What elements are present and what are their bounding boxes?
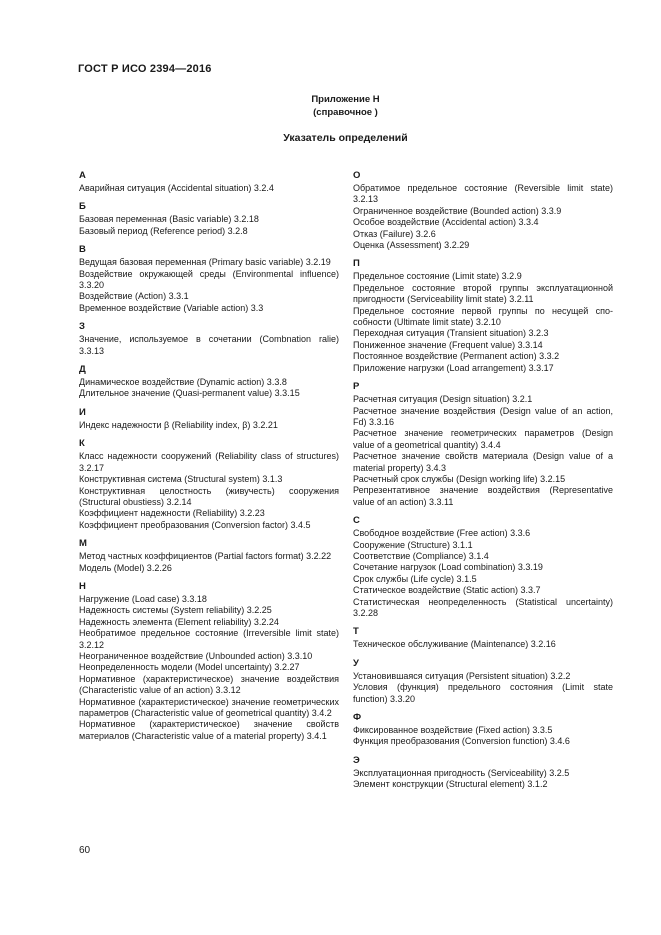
index-section	[79, 538, 339, 574]
section-letter: О	[353, 170, 361, 181]
index-entry: Базовый период (Reference period) 3.2.8	[79, 225, 248, 236]
index-entry: Свободное воздействие (Free action) 3.3.6	[353, 528, 531, 539]
index-entry: Ведущая базовая переменная (Primary basic variable) 3.2.19	[79, 257, 331, 268]
index-entry: Расчетная ситуация (Design situation) 3.2.1	[353, 394, 533, 405]
index-section	[79, 170, 339, 194]
index-entry: Техническое обслуживание (Maintenance) 3.2.16	[353, 639, 556, 650]
index-left-column	[79, 170, 339, 749]
section-letter: Ф	[353, 712, 362, 724]
section-letter: Р	[353, 381, 360, 393]
index-entry: Переходная ситуация (Transient situation) 3.2.3	[353, 328, 549, 339]
document-header: ГОСТ Р ИСО 2394—2016	[78, 63, 212, 75]
index-entry: Расчетное значение геометрических параметров (Design value of a geometrical quantity) 3.4.4	[353, 428, 613, 450]
index-entry: Длительное значение (Quasi-permanent value) 3.3.15	[79, 388, 300, 399]
index-section	[353, 170, 613, 251]
index-entry: Приложение нагрузки (Load arrangement) 3.3.17	[353, 362, 554, 373]
annex-title: Приложение Н	[311, 94, 380, 105]
index-entry: Фиксированное воздействие (Fixed action) 3.3.5	[353, 725, 553, 736]
index-entry: Аварийная ситуация (Accidental situation) 3.2.4	[79, 183, 274, 193]
index-entry: Установившаяся ситуация (Persistent situation) 3.2.2	[353, 670, 571, 681]
index-entry: Коэффициент преобразования (Conversion factor) 3.4.5	[79, 519, 311, 530]
index-entry: Коэффициент надежности (Reliability) 3.2.23	[79, 508, 265, 519]
index-entry: Расчетный срок службы (Design working life) 3.2.15	[353, 473, 566, 484]
section-letter: Д	[79, 364, 86, 376]
index-entry: Воздействие (Action) 3.3.1	[79, 291, 189, 302]
index-entry: Конструктивная целостность (живучесть) сооружения (Structural obustiess) 3.2.14	[79, 485, 339, 507]
index-entry: Конструктивная система (Structural system) 3.1.3	[79, 474, 283, 485]
index-entry: Предельное состояние (Limit state) 3.2.9	[353, 271, 522, 282]
index-entry: Расчетное значение воздействия (Design value of an action, Fd) 3.3.16	[353, 405, 613, 427]
index-entry: Репрезентативное значение воздействия (Representative value of an action) 3.3.11	[353, 485, 613, 507]
index-entry: Расчетное значение свойств материала (Design value of a material property) 3.4.3	[353, 451, 613, 473]
section-letter: С	[353, 515, 360, 527]
section-letter: Э	[353, 754, 360, 766]
index-entry: Предельное состояние первой группы по несущей способности (Ultimate limit state) 3.2.10	[353, 305, 613, 328]
index-section	[353, 626, 613, 650]
index-entry: Статическое воздействие (Static action) 3.3.7	[353, 585, 541, 596]
index-entry: Статистическая неопределенность (Statistical uncertainty) 3.2.28	[353, 596, 613, 618]
index-entry: Надежность системы (System reliability) 3.2.25	[79, 605, 272, 616]
index-entry: Функция преобразования (Conversion function) 3.4.6	[353, 736, 570, 747]
index-entry: Условия (функция) предельного состояния (Limit state function) 3.3.20	[353, 682, 613, 704]
index-title: Указатель определений	[283, 132, 408, 144]
index-entry: Динамическое воздействие (Dynamic action) 3.3.8	[79, 377, 287, 388]
index-entry: Значение, используемое в сочетании (Combnation ralie) 3.3.13	[79, 334, 339, 356]
index-section	[79, 364, 339, 400]
annex-subtitle: (справочное )	[313, 107, 378, 118]
index-entry: Ограниченное воздействие (Bounded action) 3.3.9	[353, 205, 562, 216]
index-entry: Оценка (Assessment) 3.2.29	[353, 240, 470, 251]
index-section	[79, 581, 339, 742]
section-letter: Н	[79, 580, 86, 592]
index-section	[79, 438, 339, 531]
index-entry: Метод частных коэффициентов (Partial factors format) 3.2.22	[79, 551, 332, 562]
section-letter: М	[79, 538, 87, 550]
index-entry: Постоянное воздействие (Permanent action) 3.3.2	[353, 351, 560, 362]
index-right-column	[353, 170, 613, 798]
page-number: 60	[79, 845, 91, 856]
index-entry: Временное воздействие (Variable action) 3.3	[79, 302, 264, 313]
index-section	[353, 712, 613, 748]
index-entry: Сочетание нагрузок (Load combination) 3.3.19	[353, 562, 543, 573]
index-entry: Обратимое предельное состояние (Reversible limit state) 3.2.13	[353, 183, 613, 205]
section-letter: З	[79, 321, 85, 333]
section-letter: А	[79, 170, 86, 181]
index-entry: Нормативное (характеристическое) значение воздействия (Characteristic value of an action) 3.3.12	[79, 673, 339, 696]
index-entry: Пониженное значение (Frequent value) 3.3.14	[353, 339, 543, 350]
index-entry: Неограниченное воздействие (Unbounded action) 3.3.10	[79, 650, 313, 661]
index-entry: Нормативное (характеристическое) значение свойств материалов (Characteristic value of a material property) 3.4.1	[79, 719, 339, 741]
index-entry: Элемент конструкции (Structural element) 3.1.2	[353, 779, 548, 790]
index-section	[79, 201, 339, 237]
index-entry: Предельное состояние второй группы эксплуатационной пригодности (Serviceability limit state) 3.2.11	[353, 282, 613, 305]
section-letter: П	[353, 258, 360, 270]
index-entry: Воздействие окружающей среды (Environmental influence) 3.3.20	[79, 268, 339, 291]
index-entry: Нагружение (Load case) 3.3.18	[79, 593, 207, 604]
index-entry: Отказ (Failure) 3.2.6	[353, 228, 436, 239]
index-section	[353, 658, 613, 705]
index-section	[79, 321, 339, 357]
index-section	[353, 258, 613, 374]
index-section	[79, 244, 339, 314]
index-entry: Базовая переменная (Basic variable) 3.2.18	[79, 214, 259, 225]
index-entry: Сооружение (Structure) 3.1.1	[353, 539, 473, 550]
index-section	[353, 755, 613, 791]
index-entry: Индекс надежности β (Reliability index, β) 3.2.21	[79, 419, 278, 430]
section-letter: Т	[353, 626, 359, 638]
index-section	[79, 407, 339, 431]
index-entry: Нормативное (характеристическое) значение геометрических параметров (Characteristic value of geometrical quantity) 3.4.2	[79, 696, 339, 718]
annex-heading	[0, 93, 661, 119]
index-entry: Особое воздействие (Accidental action) 3.3.4	[353, 217, 539, 228]
index-entry: Эксплуатационная пригодность (Serviceability) 3.2.5	[353, 767, 570, 778]
index-entry: Модель (Model) 3.2.26	[79, 562, 172, 573]
index-entry: Соответствие (Compliance) 3.1.4	[353, 550, 489, 561]
index-entry: Класс надежности сооружений (Reliability class of structures) 3.2.17	[79, 451, 339, 473]
section-letter: К	[79, 438, 85, 450]
index-section	[353, 515, 613, 619]
section-letter: В	[79, 244, 86, 256]
section-letter: И	[79, 406, 86, 418]
index-entry: Надежность элемента (Element reliability) 3.2.24	[79, 616, 279, 627]
index-entry: Неопределенность модели (Model uncertainty) 3.2.27	[79, 662, 300, 673]
index-section	[353, 381, 613, 508]
index-entry: Срок службы (Life cycle) 3.1.5	[353, 573, 477, 584]
section-letter: У	[353, 657, 359, 669]
index-entry: Необратимое предельное состояние (Irreversible limit state) 3.2.12	[79, 628, 339, 650]
section-letter: Б	[79, 201, 86, 213]
